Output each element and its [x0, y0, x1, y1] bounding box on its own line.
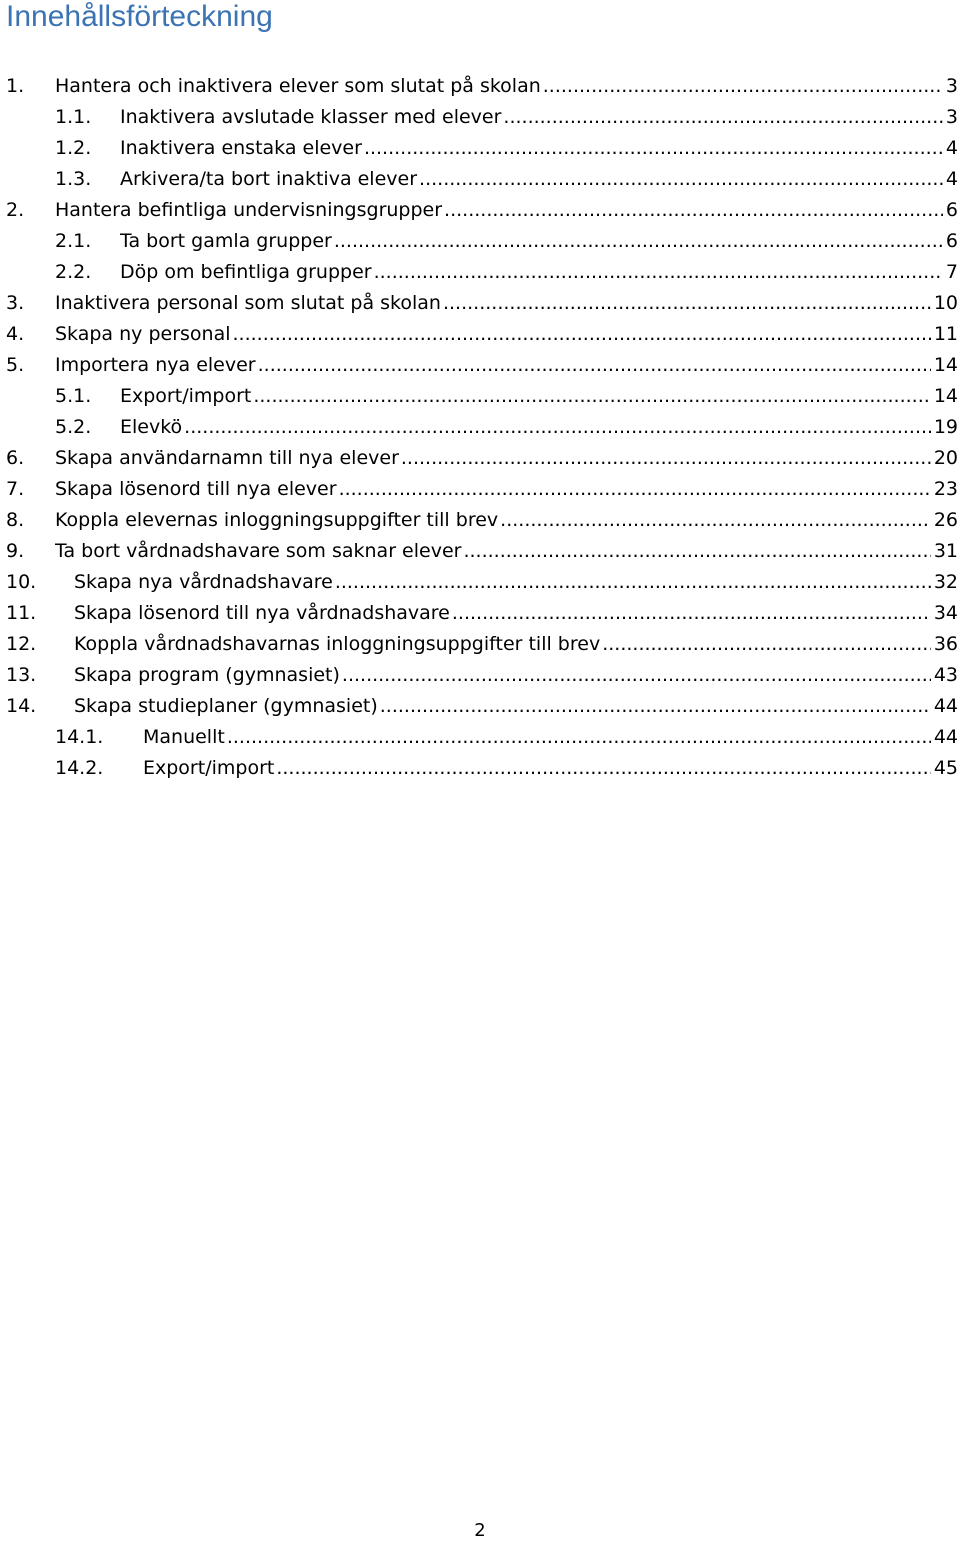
dot-leader [543, 75, 943, 97]
toc-entry-number: 1.2. [55, 137, 92, 159]
toc-entry-page[interactable]: 14 [933, 354, 958, 376]
toc-entry-number: 6. [6, 447, 25, 469]
dot-leader [334, 230, 943, 252]
table-of-contents [0, 72, 960, 785]
toc-entry[interactable] [0, 692, 960, 723]
dot-leader [227, 726, 931, 748]
toc-entry-title[interactable]: Arkivera/ta bort inaktiva elever [120, 168, 418, 190]
toc-entry-number: 9. [6, 540, 25, 562]
toc-entry-page[interactable]: 14 [933, 385, 958, 407]
dot-leader [374, 261, 943, 283]
toc-entry-title[interactable]: Ta bort vårdnadshavare som saknar elever [55, 540, 462, 562]
dot-leader [258, 354, 931, 376]
toc-entry-number: 7. [6, 478, 25, 500]
dot-leader [233, 323, 931, 345]
toc-entry-title[interactable]: Inaktivera personal som slutat på skolan [55, 292, 441, 314]
toc-entry-title[interactable]: Ta bort gamla grupper [120, 230, 332, 252]
toc-entry[interactable] [0, 630, 960, 661]
dot-leader [602, 633, 931, 655]
toc-entry-page[interactable]: 11 [933, 323, 958, 345]
toc-entry-number: 10. [6, 571, 37, 593]
toc-entry[interactable] [0, 661, 960, 692]
toc-entry-page[interactable]: 26 [933, 509, 958, 531]
toc-entry[interactable] [0, 537, 960, 568]
dot-leader [364, 137, 943, 159]
toc-entry-number: 5.2. [55, 416, 92, 438]
toc-entry[interactable] [0, 134, 960, 165]
toc-entry-page[interactable]: 10 [933, 292, 958, 314]
toc-entry[interactable] [0, 320, 960, 351]
toc-entry[interactable] [0, 723, 960, 754]
toc-entry-page[interactable]: 43 [933, 664, 958, 686]
toc-entry-number: 1. [6, 75, 25, 97]
toc-entry-page[interactable]: 44 [933, 695, 958, 717]
toc-entry-title[interactable]: Inaktivera enstaka elever [120, 137, 362, 159]
toc-entry[interactable] [0, 258, 960, 289]
toc-entry-number: 2. [6, 199, 25, 221]
toc-entry[interactable] [0, 382, 960, 413]
toc-entry-title[interactable]: Manuellt [143, 726, 225, 748]
dot-leader [419, 168, 943, 190]
toc-entry-number: 14. [6, 695, 37, 717]
toc-entry-number: 12. [6, 633, 37, 655]
toc-entry[interactable] [0, 227, 960, 258]
dot-leader [335, 571, 931, 593]
toc-entry-page[interactable]: 20 [933, 447, 958, 469]
toc-entry-page[interactable]: 36 [933, 633, 958, 655]
toc-entry-title[interactable]: Koppla vårdnadshavarnas inloggningsuppgifter till brev [74, 633, 601, 655]
toc-entry-page[interactable]: 34 [933, 602, 958, 624]
toc-entry-page[interactable]: 23 [933, 478, 958, 500]
toc-entry[interactable] [0, 103, 960, 134]
toc-entry-title[interactable]: Skapa studieplaner (gymnasiet) [74, 695, 378, 717]
toc-entry-number: 14.1. [55, 726, 104, 748]
toc-entry-number: 4. [6, 323, 25, 345]
toc-entry-number: 5.1. [55, 385, 92, 407]
toc-entry-title[interactable]: Hantera och inaktivera elever som slutat på skolan [55, 75, 541, 97]
toc-entry-page[interactable]: 6 [945, 230, 958, 252]
dot-leader [380, 695, 931, 717]
toc-entry[interactable] [0, 413, 960, 444]
toc-entry-title[interactable]: Export/import [120, 385, 252, 407]
toc-entry-title[interactable]: Skapa lösenord till nya vårdnadshavare [74, 602, 450, 624]
toc-entry-title[interactable]: Elevkö [120, 416, 183, 438]
dot-leader [339, 478, 931, 500]
toc-entry-number: 14.2. [55, 757, 104, 779]
toc-entry-page[interactable]: 32 [933, 571, 958, 593]
toc-entry-title[interactable]: Skapa nya vårdnadshavare [74, 571, 333, 593]
dot-leader [500, 509, 931, 531]
toc-entry-title[interactable]: Skapa program (gymnasiet) [74, 664, 340, 686]
dot-leader [444, 199, 943, 221]
dot-leader [184, 416, 931, 438]
toc-entry-number: 5. [6, 354, 25, 376]
toc-entry-number: 1.1. [55, 106, 92, 128]
toc-heading: Innehållsförteckning [6, 0, 273, 33]
toc-entry-page[interactable]: 4 [945, 137, 958, 159]
dot-leader [503, 106, 943, 128]
toc-entry-title[interactable]: Hantera befintliga undervisningsgrupper [55, 199, 443, 221]
toc-entry[interactable] [0, 506, 960, 537]
toc-entry[interactable] [0, 599, 960, 630]
toc-entry-number: 2.2. [55, 261, 92, 283]
toc-entry[interactable] [0, 444, 960, 475]
toc-entry-title[interactable]: Importera nya elever [55, 354, 256, 376]
dot-leader [276, 757, 930, 779]
toc-entry-page[interactable]: 45 [933, 757, 958, 779]
toc-entry-page[interactable]: 3 [945, 75, 958, 97]
toc-entry[interactable] [0, 568, 960, 599]
toc-entry-number: 3. [6, 292, 25, 314]
dot-leader [463, 540, 930, 562]
toc-entry-title[interactable]: Skapa användarnamn till nya elever [55, 447, 399, 469]
toc-entry-title[interactable]: Skapa ny personal [55, 323, 231, 345]
toc-entry-title[interactable]: Koppla elevernas inloggningsuppgifter till brev [55, 509, 499, 531]
toc-entry-page[interactable]: 44 [933, 726, 958, 748]
toc-entry-page[interactable]: 31 [933, 540, 958, 562]
toc-entry[interactable] [0, 196, 960, 227]
toc-entry-number: 2.1. [55, 230, 92, 252]
toc-entry-number: 11. [6, 602, 37, 624]
dot-leader [253, 385, 930, 407]
toc-entry-page[interactable]: 4 [945, 168, 958, 190]
toc-entry-page[interactable]: 19 [933, 416, 958, 438]
toc-entry[interactable] [0, 754, 960, 785]
toc-entry-title[interactable]: Inaktivera avslutade klasser med elever [120, 106, 502, 128]
dot-leader [342, 664, 931, 686]
toc-entry-number: 1.3. [55, 168, 92, 190]
toc-entry[interactable] [0, 351, 960, 382]
toc-entry[interactable] [0, 475, 960, 506]
page-number: 2 [474, 1520, 486, 1541]
toc-entry-page[interactable]: 6 [945, 199, 958, 221]
toc-entry-page[interactable]: 7 [945, 261, 958, 283]
toc-entry[interactable] [0, 289, 960, 320]
dot-leader [452, 602, 931, 624]
toc-entry-title[interactable]: Export/import [143, 757, 275, 779]
toc-entry[interactable] [0, 72, 960, 103]
toc-entry-title[interactable]: Döp om befintliga grupper [120, 261, 372, 283]
dot-leader [401, 447, 931, 469]
dot-leader [443, 292, 931, 314]
toc-entry-title[interactable]: Skapa lösenord till nya elever [55, 478, 337, 500]
toc-entry-number: 13. [6, 664, 37, 686]
toc-entry[interactable] [0, 165, 960, 196]
toc-entry-number: 8. [6, 509, 25, 531]
toc-entry-page[interactable]: 3 [945, 106, 958, 128]
